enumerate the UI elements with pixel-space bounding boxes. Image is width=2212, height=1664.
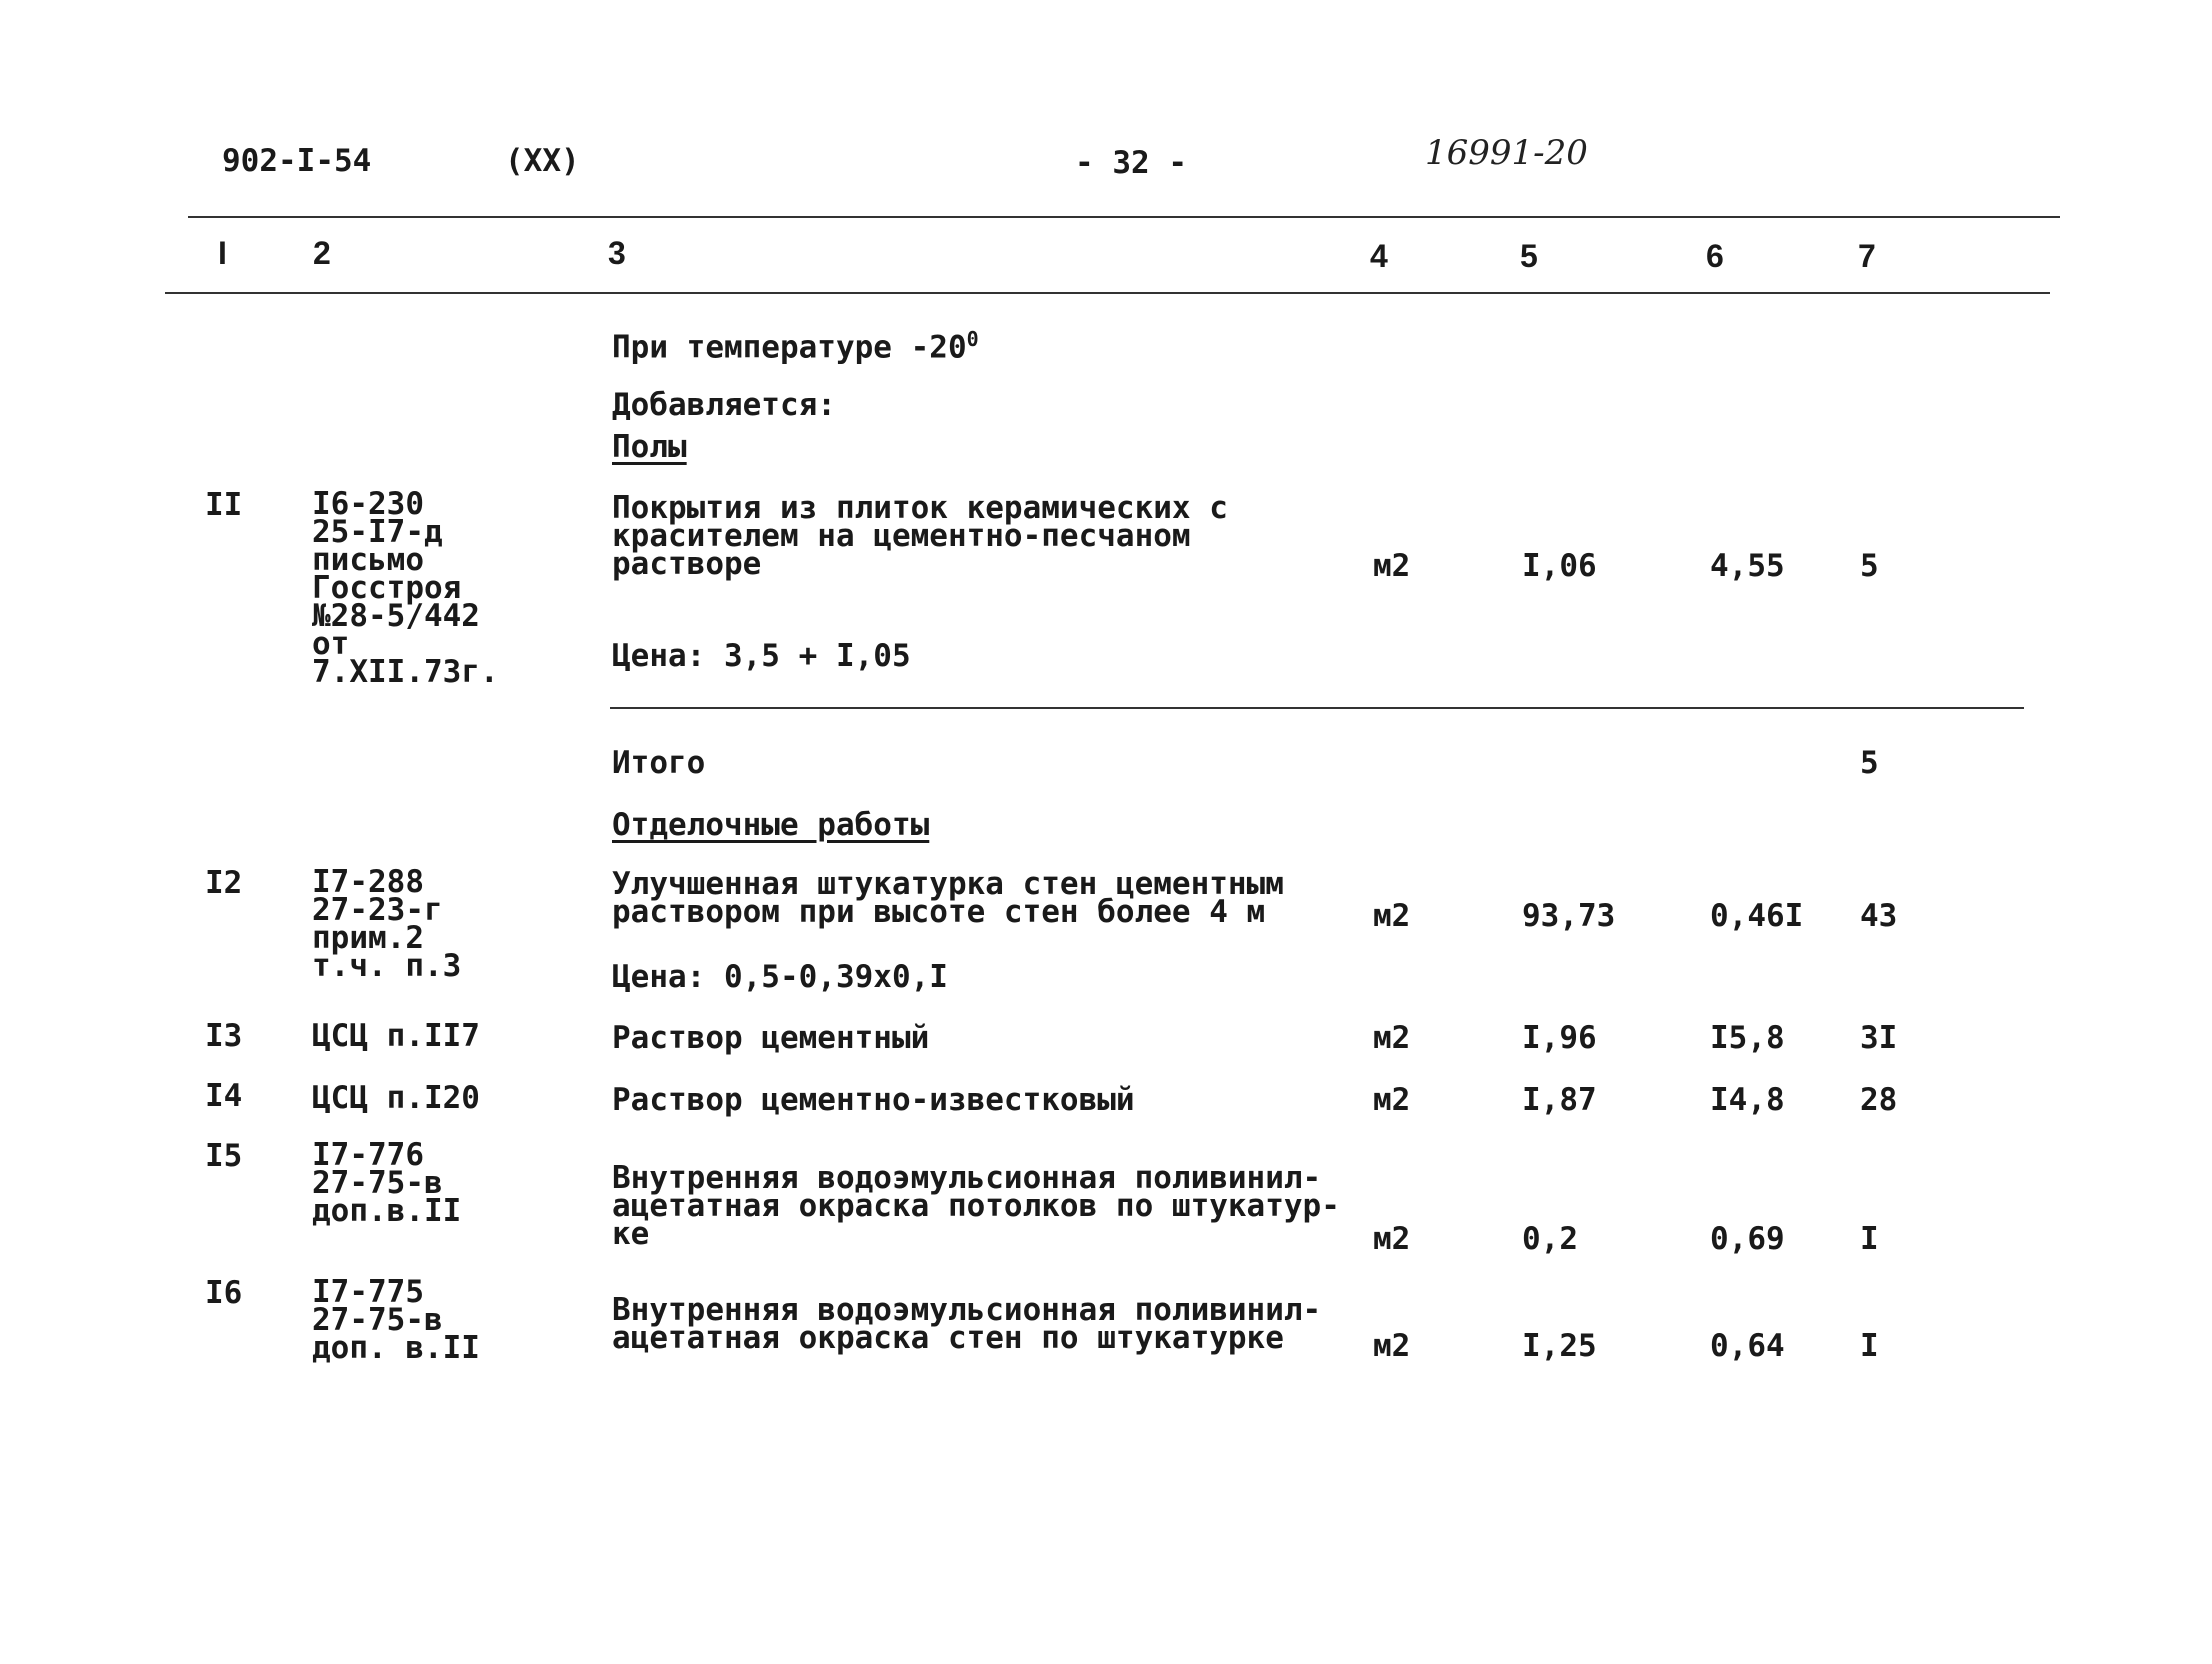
handwritten-ref: 16991-20 <box>1425 133 1588 173</box>
row-quantity: I,06 <box>1522 548 1597 584</box>
subtotal-label: Итого <box>612 745 706 781</box>
added-label: Добавляется: <box>612 387 836 423</box>
row-number: I6 <box>205 1275 243 1311</box>
row-code: ЦСЦ п.II7 <box>312 1018 480 1054</box>
row-unit: м2 <box>1373 1221 1411 1257</box>
row-number: I4 <box>205 1078 243 1114</box>
row-code: I7-288 27-23-г прим.2 т.ч. п.3 <box>312 864 462 984</box>
row-description: Раствор цементно-известковый <box>612 1082 1135 1118</box>
row-quantity: I,25 <box>1522 1328 1597 1364</box>
row-price-note: Цена: 0,5-0,39х0,I <box>612 959 948 995</box>
col-header-5: 5 <box>1520 238 1538 274</box>
row-total: 3I <box>1860 1020 1898 1056</box>
row-price-note: Цена: 3,5 + I,05 <box>612 638 911 674</box>
row-total: 28 <box>1860 1082 1898 1118</box>
row-quantity: 93,73 <box>1522 898 1616 934</box>
doc-code: 902-I-54 <box>222 143 372 179</box>
row-unit: м2 <box>1373 1082 1411 1118</box>
row-number: I5 <box>205 1138 243 1174</box>
table-top-rule <box>188 216 2060 218</box>
col-header-1: I <box>218 235 227 271</box>
row-unit-price: 4,55 <box>1710 548 1785 584</box>
row-unit-price: 0,46I <box>1710 898 1804 934</box>
row-description: Покрытия из плиток керамических с красителем на цементно-песчаном растворе <box>612 490 1228 582</box>
row-unit-price: I5,8 <box>1710 1020 1785 1056</box>
row-code: I7-775 27-75-в доп. в.II <box>312 1274 480 1366</box>
row-number: I3 <box>205 1018 243 1054</box>
row-unit-price: I4,8 <box>1710 1082 1785 1118</box>
row-unit-price: 0,64 <box>1710 1328 1785 1364</box>
row-description: Внутренняя водоэмульсионная поливинил- ацетатная окраска стен по штукатурке <box>612 1292 1322 1356</box>
table-header-rule <box>165 292 2050 294</box>
row-description: Раствор цементный <box>612 1020 930 1056</box>
row-total: 5 <box>1860 548 1879 584</box>
col-header-6: 6 <box>1706 238 1724 274</box>
row-code: ЦСЦ п.I20 <box>312 1080 480 1116</box>
row-quantity: 0,2 <box>1522 1221 1578 1257</box>
section-label: (XX) <box>505 143 580 179</box>
row-unit: м2 <box>1373 1328 1411 1364</box>
row-number: II <box>205 487 243 523</box>
row-description: Улучшенная штукатурка стен цементным раствором при высоте стен более 4 м <box>612 866 1284 930</box>
row-quantity: I,87 <box>1522 1082 1597 1118</box>
row-quantity: I,96 <box>1522 1020 1597 1056</box>
row-unit: м2 <box>1373 1020 1411 1056</box>
section-floors: Полы <box>612 429 687 465</box>
col-header-7: 7 <box>1858 238 1876 274</box>
row-unit-price: 0,69 <box>1710 1221 1785 1257</box>
col-header-3: 3 <box>608 235 626 271</box>
col-header-2: 2 <box>313 235 331 271</box>
row-total: I <box>1860 1328 1879 1364</box>
row-unit: м2 <box>1373 548 1411 584</box>
page-number: - 32 - <box>1075 145 1187 181</box>
row-total: I <box>1860 1221 1879 1257</box>
row-unit: м2 <box>1373 898 1411 934</box>
section-finishing: Отделочные работы <box>612 807 930 843</box>
temperature-note: При температуре $-20^0$ <box>612 327 979 366</box>
subtotal-total: 5 <box>1860 745 1879 781</box>
row-number: I2 <box>205 865 243 901</box>
row-code: I6-230 25-I7-д письмо Госстроя №28-5/442 от 7.XII.73г. <box>312 486 499 690</box>
subtotal-rule <box>610 707 2024 709</box>
col-header-4: 4 <box>1370 238 1388 274</box>
row-code: I7-776 27-75-в доп.в.II <box>312 1137 462 1229</box>
row-total: 43 <box>1860 898 1898 934</box>
row-description: Внутренняя водоэмульсионная поливинил- ацетатная окраска потолков по штукатур- ке <box>612 1160 1340 1252</box>
